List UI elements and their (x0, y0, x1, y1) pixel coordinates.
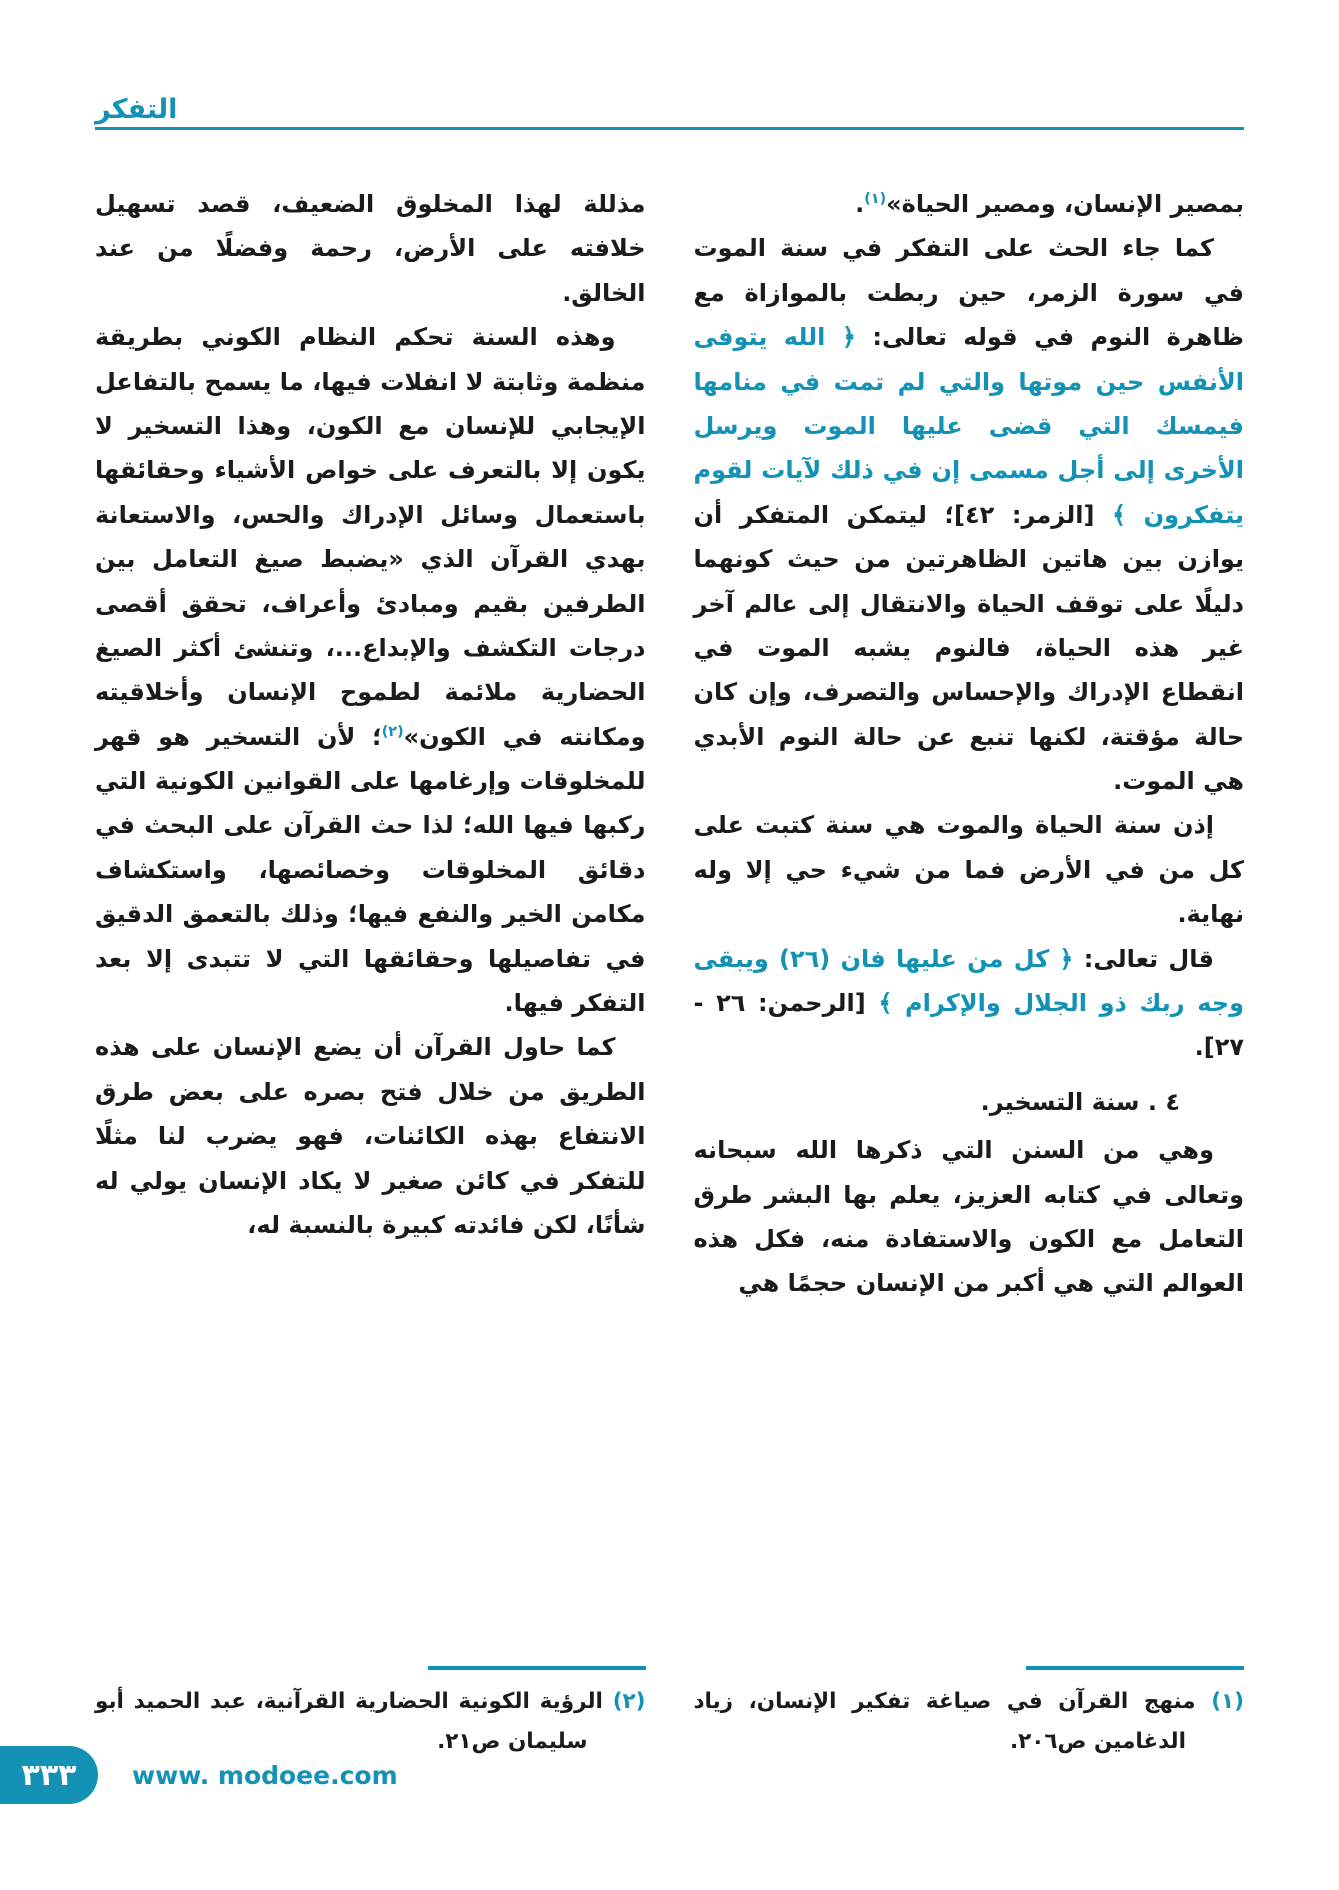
footnote-ref-1: (١) (864, 191, 887, 207)
page-number: ٣٣٣ (21, 1757, 77, 1793)
quran-verse: ﴿ الله يتوفى الأنفس حين موتها والتي لم تمت في منامها فيمسك التي قضى عليها الموت ويرسل الأخرى إلى أجل مسمى إن في ذلك لآيات لقوم يتفكرون ﴾ (693, 323, 1244, 529)
paragraph-text: وهذه السنة تحكم النظام الكوني بطريقة منظمة وثابتة لا انفلات فيها، ما يسمح بالتفاعل الإيجابي للإنسان مع الكون، وهذا التسخير لا يكون إلا بالتعرف على خواص الأشياء وحقائقها باستعمال وسائل الإدراك والحس، والاستعانة بهدي القرآن الذي «يضبط صيغ التعامل بين الطرفين بقيم ومبادئ وأعراف، تحقق أقصى درجات التكشف والإبداع...، وتنشئ أكثر الصيغ الحضارية ملائمة لطموح الإنسان وأخلاقيته ومكانته في الكون» (95, 323, 646, 751)
paragraph-text: إذن سنة الحياة والموت هي سنة كتبت على كل من في الأرض فما من شيء حي إلا وله نهاية. (693, 811, 1244, 929)
paragraph-text: ؛ لأن التسخير هو قهر للمخلوقات وإرغامها على القوانين الكونية التي ركبها فيها الله؛ لذا حث القرآن على البحث في دقائق المخلوقات وخصائصها، واستكشاف مكامن الخير والنفع فيها؛ وذلك بالتعمق الدقيق في تفاصيلها وحقائقها التي لا تتبدى إلا بعد التفكر فيها. (95, 722, 646, 1018)
paragraph (95, 182, 646, 315)
footnote-number: (٢) (612, 1689, 646, 1715)
footnote-entry (694, 1682, 1245, 1762)
verse-reference: [الزمر: ٤٢]؛ (944, 500, 1095, 529)
website-link[interactable]: www. modoee.com (132, 1761, 398, 1790)
footnote-left (95, 1656, 646, 1762)
footnote-text: الرؤية الكونية الحضارية القرآنية، عبد الحميد أبو سليمان ص٢١. (95, 1689, 603, 1755)
paragraph (694, 226, 1245, 803)
footnote-text: منهج القرآن في صياغة تفكير الإنسان، زياد الدغامين ص٢٠٦. (693, 1689, 1196, 1755)
column-left (95, 182, 646, 1762)
footnote-right (694, 1656, 1245, 1762)
paragraph-text: كما حاول القرآن أن يضع الإنسان على هذه الطريق من خلال فتح بصره على بعض طرق الانتفاع بهذه الكائنات، فهو يضرب لنا مثلًا للتفكر في كائن صغير لا يكاد الإنسان يولي له شأنًا، لكن فائدته كبيرة بالنسبة له، (95, 1033, 646, 1239)
page-header (95, 94, 1244, 130)
footnote-divider (428, 1666, 646, 1670)
footnote-divider (1026, 1666, 1244, 1670)
subheading-sunnat-taskhir: ٤ . سنة التسخير. (980, 1087, 1180, 1116)
paragraph (694, 803, 1245, 936)
paragraph (95, 315, 646, 1025)
paragraph (694, 937, 1245, 1070)
paragraph (694, 1128, 1245, 1306)
header-divider (95, 127, 1244, 130)
paragraph-text: كما جاء الحث على التفكر في سنة الموت في سورة الزمر، حين ربطت بالموازاة مع ظاهرة النوم في قوله تعالى: (693, 234, 1245, 352)
paragraph (95, 1025, 646, 1247)
paragraph-text: . (855, 190, 865, 218)
paragraph-text: قال تعالى: (1083, 944, 1214, 973)
verse-reference: [الرحمن: ٢٦ - ٢٧]. (693, 989, 1244, 1062)
column-right (694, 182, 1245, 1762)
page-number-badge (0, 1746, 98, 1804)
quran-verse: ﴿ كل من عليها فان (٢٦) ويبقى وجه ربك ذو الجلال والإكرام ﴾ (693, 944, 1244, 1018)
paragraph-text: وهي من السنن التي ذكرها الله سبحانه وتعالى في كتابه العزيز، يعلم بها البشر طرق التعامل مع الكون والاستفادة منه، فكل هذه العوالم التي هي أكبر من الإنسان حجمًا هي (693, 1136, 1244, 1298)
footnote-ref-2: (٢) (381, 723, 404, 740)
footnote-entry (95, 1682, 646, 1762)
content-columns (95, 182, 1244, 1762)
paragraph-text: ليتمكن المتفكر أن يوازن بين هاتين الظاهرتين من حيث كونهما دليلًا على توقف الحياة والانتقال إلى عالم آخر غير هذه الحياة، فالنوم يشبه الموت في انقطاع الإدراك والإحساس والتصرف، وإن كان حالة مؤقتة، لكنها تنبع عن حالة النوم الأبدي هي الموت. (693, 500, 1244, 796)
paragraph (694, 182, 1245, 226)
paragraph-text: مذللة لهذا المخلوق الضعيف، قصد تسهيل خلافته على الأرض، رحمة وفضلًا من عند الخالق. (95, 190, 646, 307)
section-title: التفكر (95, 94, 178, 125)
paragraph-text: بمصير الإنسان، ومصير الحياة» (886, 190, 1244, 218)
footnote-number: (١) (1211, 1689, 1244, 1715)
